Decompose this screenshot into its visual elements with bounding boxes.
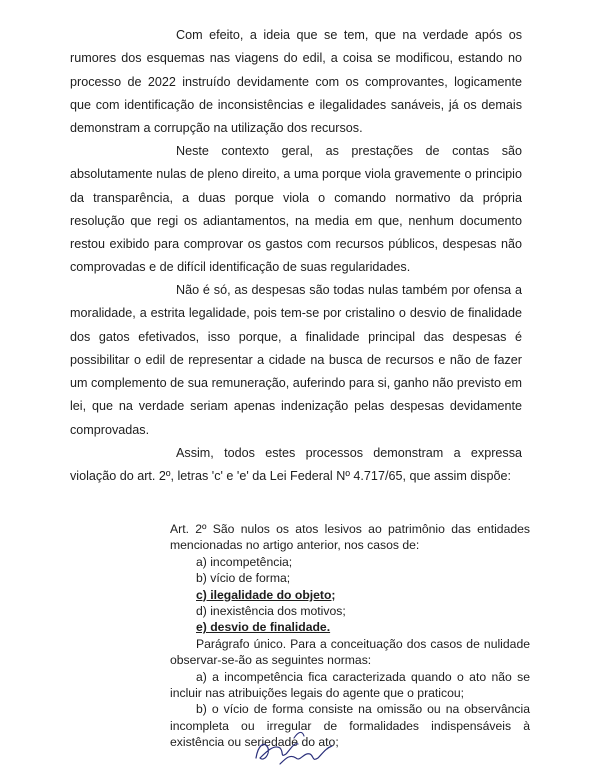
quote-intro: Art. 2º São nulos os atos lesivos ao patrimônio das entidades mencionadas no artigo anterior, nos casos de: — [170, 522, 530, 553]
quote-rule-b: b) o vício de forma consiste na omissão ou na observância incompleta ou irregular de formalidades indispensáveis à existência ou seriedade do ato; — [170, 702, 530, 750]
quote-item-e: e) desvio de finalidade. — [196, 620, 331, 635]
paragraph-1: Com efeito, a ideia que se tem, que na verdade após os rumores dos esquemas nas viagens do edil, a coisa se modificou, estando no processo de 2022 instruído devidamente com os comprovantes, logicamente que com identificação de inconsistências e ilegalidades sanáveis, já os demais demonstram a corrupção na utilização dos recursos. — [70, 28, 522, 136]
quote-item-b: b) vício de forma; — [196, 571, 291, 586]
quote-rule-a: a) a incompetência fica caracterizada quando o ato não se incluir nas atribuições legais do agente que o praticou; — [170, 669, 530, 701]
quote-paragrafo-unico: Parágrafo único. Para a conceituação dos casos de nulidade observar-se-ão as seguintes normas: — [170, 636, 530, 668]
paragraph-3: Não é só, as despesas são todas nulas também por ofensa a moralidade, a estrita legalidade, pois tem-se por cristalino o desvio de finalidade dos gatos efetivados, isso porque, a finalidade principal das despesas é possibilitar o edil de representar a cidade na busca de recursos e não de fazer um complemento de sua remuneração, auferindo para si, ganho não previsto em lei, que na verdade seriam apenas indenização pelas despesas devidamente comprovadas. — [70, 283, 522, 437]
paragraph-2: Neste contexto geral, as prestações de contas são absolutamente nulas de pleno direito, a uma porque viola gravemente o principio da transparência, a duas porque viola o comando normativo da própria resolução que regi os adiantamentos, na media em que, nenhum documento restou exibido para comprovar os gastos com recursos públicos, despesas não comprovadas e de difícil identificação de suas regularidades. — [70, 144, 522, 275]
signature-icon — [250, 718, 340, 766]
quote-item-c: c) ilegalidade do objeto; — [196, 587, 336, 602]
paragraph-4: Assim, todos estes processos demonstram a expressa violação do art. 2º, letras 'c' e 'e' da Lei Federal Nº 4.717/65, que assim dispõe: — [70, 446, 522, 484]
quote-item-a: a) incompetência; — [196, 554, 293, 569]
law-citation-block — [170, 521, 530, 751]
quote-item-d: d) inexistência dos motivos; — [196, 604, 346, 619]
